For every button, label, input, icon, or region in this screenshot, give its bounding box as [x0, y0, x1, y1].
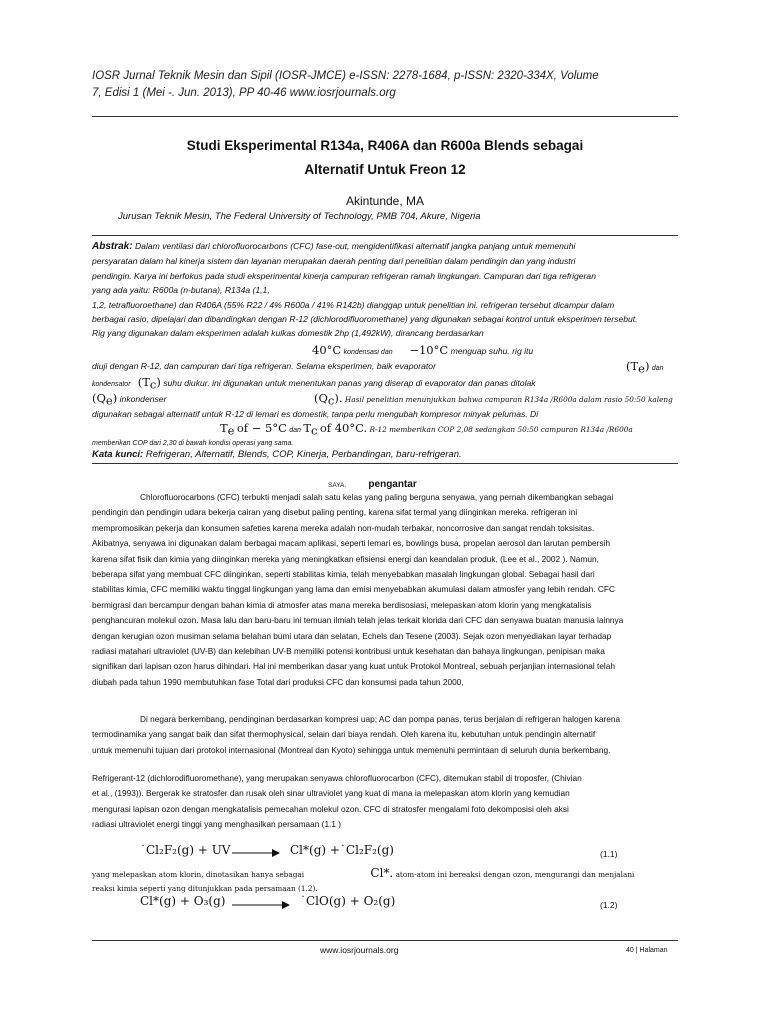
abstract-text-10: Hasil penelitian menunjukkan bahwa campuran R134a /R600a dalam rasio 50:50 kaleng: [344, 394, 673, 404]
paper-title-line1: Studi Eksperimental R134a, R406A dan R600a Blends sebagai: [186, 138, 584, 153]
te-condition: $T_e$ of − 5°C: [220, 421, 287, 438]
section-number: SAYA.: [328, 482, 347, 489]
equation-1-lhs: ˙Cl₂F₂(g) + UV: [140, 843, 231, 857]
p3-line: radiasi ultraviolet energi tinggi yang menghasilkan persamaan (1.1 ): [92, 819, 342, 830]
keywords: [92, 449, 462, 460]
keywords-text: Refrigeran, Alternatif, Blends, COP, Kinerja, Perbandingan, baru-refrigeran.: [145, 449, 462, 460]
journal-header-line1: IOSR Jurnal Teknik Mesin dan Sipil (IOSR-JMCE) e-ISSN: 2278-1684, p-ISSN: 2320-334X, Volume: [92, 70, 599, 82]
condensing-temp: 40°C: [312, 342, 342, 357]
chlorine-radical-symbol: Cl*.: [370, 866, 394, 880]
abstract-text-9: suhu diukur. ini digunakan untuk menentukan panas yang diserap di evaporator dan panas ditolak: [163, 377, 536, 388]
p1-line: pendingin dan pendingin udara bekerja cairan yang disebut paling penting, karena sifat termal yang diinginkan mereka. refrigeran ini: [92, 507, 578, 518]
abstract-label: Abstrak:: [92, 241, 133, 252]
paragraph-3: [92, 771, 678, 833]
keywords-label: Kata kunci:: [92, 449, 144, 460]
evaporating-temp: −10°C: [409, 342, 449, 357]
inkondenser-word: inkondenser: [119, 393, 167, 404]
abstract-text-4: yang ada yaitu: R600a (n-butana), R134a (1,1,: [92, 285, 270, 296]
paper-title-line2: Alternatif Untuk Freon 12: [304, 162, 466, 177]
equation-2-lhs: Cl*(g) + O₃(g): [140, 894, 226, 908]
reaction-arrow-icon: [232, 848, 280, 858]
reaction-arrow-icon: [232, 900, 290, 910]
p1-line: stabilitas kimia, CFC memiliki waktu tinggal lingkungan yang lama dan emisi menyebabkan akumulasi dalam atmosfer yang lebih rendah. CFC: [92, 584, 615, 595]
abstract-text-13: memberikan COP dari 2,30 di bawah kondisi operasi yang sama.: [92, 440, 294, 448]
qe-symbol: $(Q_e)$: [92, 390, 118, 408]
p2-line: termodinamika yang sangat baik dan sifat thermophysical, selain dari biaya rendah. Oleh karena itu, kebutuhan untuk pendingin alternatif: [92, 729, 596, 740]
te-symbol: $(T_e)$ dan: [626, 358, 664, 376]
equation-2-rhs: ˙ClO(g) + O₂(g): [300, 894, 396, 908]
abstract-text-1: Dalam ventilasi dari chlorofluorocarbons (CFC) fase-out, mengidentifikasi alternatif jangka panjang untuk memenuhi: [134, 241, 576, 251]
p1-line: beberapa sifat yang membuat CFC diinginkan, seperti stabilitas kimia, telah menyebabkan masalah lingkungan global. Sebagai hasil dari: [92, 569, 595, 580]
condensing-text: kondensasi dan: [343, 348, 393, 356]
abstract: [92, 239, 678, 452]
p1-line: Akibatnya, senyawa ini digunakan dalam berbagai macam aplikasi, seperti lemari es, bowlings busa, propelan aerosol dan larutan pembersih: [92, 538, 610, 549]
abstract-text-3: pendingin. Karya ini berfokus pada studi eksperimental kinerja campuran refrigeran ramah lingkungan. Campuran dari tiga refrigeran: [92, 270, 596, 281]
abstract-text-6: berbagai rasio, dipelajari dan dibandingkan dengan R-12 (dichlorodifluoromethane) yang digunakan sebagai kontrol untuk eksperimen tersebut.: [92, 314, 638, 325]
p2-line: Di negara berkembang, pendinginan berdasarkan kompresi uap; AC dan pompa panas, terus berjalan di refrigeran halogen karena: [140, 714, 621, 724]
abstract-line10: [92, 391, 678, 407]
p3-line: et al., (1993)). Bergerak ke stratosfer dan rusak oleh sinar ultraviolet yang kuat di mana ia melepaskan atom klorin yang kemudian: [92, 788, 570, 799]
abstract-text-8: diuji dengan R-12, dan campuran dari tiga refrigeran. Selama eksperimen, baik evaporator: [92, 360, 436, 371]
abstract-text-12: R-12 memberikan COP 2,08 sedangkan 50:50 campuran R134a /R600a: [369, 425, 633, 435]
equation-2-number: (1.2): [600, 900, 618, 910]
abstract-text-5: 1,2, tetrafluoroethane) dan R406A (55% R22 / 4% R600a / 41% R142b) dianggap untuk penelitian ini. refrigeran tersebut dicampur dalam: [92, 299, 615, 310]
abstract-line12: [92, 421, 678, 437]
abstract-line8: [92, 359, 678, 375]
paragraph-1: [92, 490, 678, 690]
p3-line: Refrigerant-12 (dichlorodifluoromethane), yang merupakan senyawa chlorofluorocarbon (CFC), ditemukan stabil di troposfer, (Chivian: [92, 773, 582, 783]
abstract-line1: [92, 239, 678, 254]
dan-word: dan: [289, 427, 301, 435]
p1-line: signifikan dari lapisan ozon harus dihindari. Hal ini memberikan dasar yang kuat untuk Protokol Montreal, sebuah perjanjian internasional telah: [92, 661, 616, 672]
p3-line: mengurasi lapisan ozon dengan mengkatalisis pemecahan molekul ozon. CFC di stratosfer mengalami foto dekomposisi oleh aksi: [92, 803, 569, 814]
equation-1-rhs: Cl*(g) +˙Cl₂F₂(g): [290, 843, 394, 857]
abstract-line9: [92, 375, 678, 391]
header-rule: [92, 116, 678, 117]
p1-line: karena sifat fisik dan kimia yang diinginkan mereka yang meningkatkan efisiensi energi dan keandalan produk, (Lee et al., 2002 ). Namun,: [92, 553, 599, 564]
abstract-text-11: digunakan sebagai alternatif untuk R-12 di lemari es domestik, tanpa perlu mengubah kompresor minyak pelumas. Di: [92, 408, 539, 419]
equation-note-1: yang melepaskan atom klorin, dinotasikan hanya sebagai Cl*. atom-atom ini bereaksi dengan ozon, mengurangi dan menjalani: [92, 866, 635, 880]
p1-line: radiasi matahari ultraviolet (UV-B) dan kelebihan UV-B memiliki potensi kontribusi untuk kesehatan dan bahaya lingkungan, penipisan maka: [92, 646, 605, 657]
p1-line: diubah pada tahun 1990 membutuhkan fase Total dari produksi CFC dan konsumsi pada tahun 2000,: [92, 676, 464, 687]
keywords-rule: [92, 463, 678, 464]
tc-symbol: $(T_c)$: [137, 374, 161, 392]
author: Akintunde, MA: [345, 194, 425, 208]
footer-page: 40 | Halaman: [626, 947, 668, 954]
abstract-top-rule: [92, 235, 678, 236]
footer-rule: [92, 940, 678, 941]
p1-line: penghancuran molekul ozon. Masa lalu dan baru-baru ini temuan ilmiah telah jelas terkait klorida dari CFC dan senyawa buatan manusia lainnya: [92, 615, 624, 626]
abstract-line10-right: [314, 391, 673, 408]
equation-note-2: reaksi kimia seperti yang ditunjukkan pada persamaan (1.2).: [92, 884, 318, 893]
affiliation: Jurusan Teknik Mesin, The Federal University of Technology, PMB 704, Akure, Nigeria: [118, 211, 481, 222]
p1-line: bermigrasi dan bercampur dengan bahan kimia di atmosfer atas mana mereka berdisosiasi, melepaskan atom klorin yang mengkatalisis: [92, 599, 592, 610]
tc-condition: $T_c$ of 40°C.: [303, 421, 368, 438]
footer-url: www.iosrjournals.org: [320, 945, 399, 955]
p1-line: mempromosikan pekerja dan konsumen safeties karena mereka adalah non-mudah terbakar, noncorrosive dan sangat rendah toksisitas.: [92, 522, 595, 533]
abstract-math-line1: [92, 341, 678, 359]
paragraph-2: [92, 712, 678, 758]
abstract-text-7: Rig yang digunakan dalam eksperimen adalah kulkas domestik 2hp (1,492kW), dirancang berdasarkan: [92, 328, 484, 339]
evaporating-text: menguap suhu. rig itu: [450, 345, 534, 356]
p1-line: Chlorofluorocarbons (CFC) terbukti menjadi salah satu kelas yang paling berguna senyawa, yang pernah dikembangkan sebagai: [140, 492, 614, 502]
kondensator-word: kondensator: [92, 380, 131, 388]
equation-1-number: (1.1): [600, 849, 618, 859]
journal-header-line2: 7, Edisi 1 (Mei -. Jun. 2013), PP 40-46 www.iosrjournals.org: [92, 87, 396, 99]
section-title: pengantar: [368, 479, 417, 490]
p2-line: untuk memenuhi tujuan dari protokol internasional (Montreal dan Kyoto) sehingga untuk memenuhi permintaan di seluruh dunia berkembang.: [92, 744, 611, 755]
qc-symbol: $(Q_c)$.: [314, 390, 343, 408]
p1-line: dengan kerugian ozon musiman selama belahan bumi utara dan selatan, Echels dan Tesene (2003). Sejak ozon menyediakan layar terhadap: [92, 630, 612, 641]
abstract-text-2: persyaratan dalam hal kinerja sistem dan layanan merupakan daerah penting dari penelitian dalam pendingin dan yang industri: [92, 256, 576, 267]
